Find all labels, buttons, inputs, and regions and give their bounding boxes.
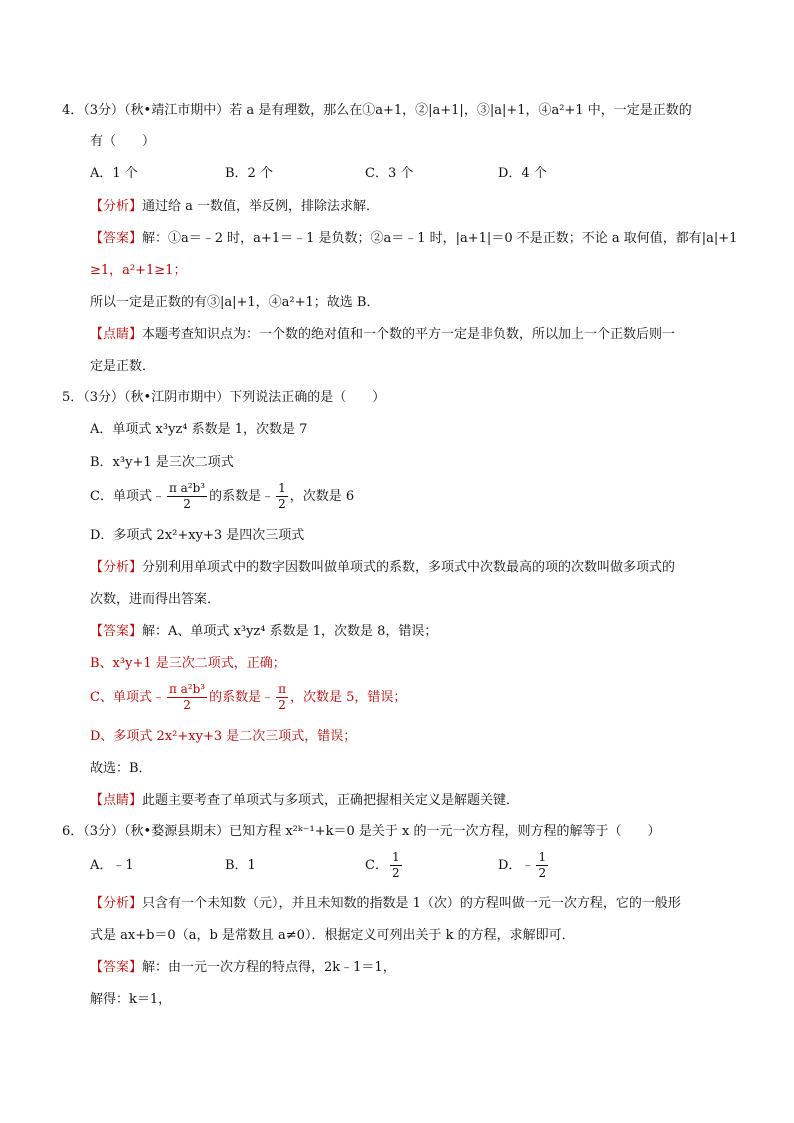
q4-option-d: D．4 个 xyxy=(498,166,547,181)
q4-analysis-label: 【分析】 xyxy=(90,199,143,214)
q5-answer-line3 xyxy=(90,679,406,717)
q6-option-d-denominator: 2 xyxy=(538,866,547,880)
q4-answer-label: 【答案】 xyxy=(90,231,143,246)
q4-comment-label: 【点睛】 xyxy=(90,327,143,342)
q5-option-c-pre: C．单项式﹣ xyxy=(90,489,165,504)
q5-option-c xyxy=(90,478,354,516)
q5-option-c-post: ，次数是 6 xyxy=(289,489,355,504)
q6-answer-line1 xyxy=(90,958,396,978)
q6-option-c-numerator: 1 xyxy=(391,850,400,864)
q6-option-c-fraction xyxy=(390,850,402,881)
q5-answer-line5: 故选：B． xyxy=(90,761,152,776)
q5-option-c-fraction2 xyxy=(276,481,288,512)
q5-option-a: A．单项式 x³yz⁴ 系数是 1，次数是 7 xyxy=(90,422,308,437)
q5-answer-c-pre: C、单项式﹣ xyxy=(90,690,165,705)
q6-analysis-line1 xyxy=(90,894,681,914)
q5-option-c-fraction xyxy=(167,481,207,512)
q4-option-a: A．1 个 xyxy=(90,166,138,181)
q5-answer-c-numerator: π a²b³ xyxy=(168,682,206,696)
q5-option-c-denominator: 2 xyxy=(183,497,191,511)
q4-option-c: C．3 个 xyxy=(365,166,414,181)
q6-analysis-line2: 式是 ax+b＝0（a，b 是常数且 a≠0）．根据定义可列出关于 k 的方程，求解即可． xyxy=(90,928,575,943)
q4-answer-text1: 解：①a＝﹣2 时，a+1＝﹣1 是负数；②a＝﹣1 时，|a+1|＝0 不是正数；不论 a 取何值，都有|a|+1 xyxy=(142,231,738,246)
q5-answer-text1: 解：A、单项式 x³yz⁴ 系数是 1，次数是 8，错误； xyxy=(142,624,438,639)
q5-option-c-numerator2: 1 xyxy=(278,481,286,495)
q6-option-d-fraction xyxy=(536,850,548,881)
q5-comment-text: 此题主要考查了单项式与多项式，正确把握相关定义是解题关键． xyxy=(142,793,520,808)
q5-answer-label: 【答案】 xyxy=(90,624,143,639)
q5-stem: 5．（3分）（秋•江阴市期中）下列说法正确的是（ ） xyxy=(62,390,386,405)
q4-comment-text1: 本题考查知识点为：一个数的绝对值和一个数的平方一定是非负数，所以加上一个正数后则一 xyxy=(142,327,676,342)
q5-answer-c-denominator2: 2 xyxy=(278,698,286,712)
q5-comment xyxy=(90,791,519,811)
q4-answer-line2: ≥1，a²+1≥1； xyxy=(90,263,187,278)
q5-option-c-numerator: π a²b³ xyxy=(168,481,206,495)
q6-stem: 6．（3分）（秋•婺源县期末）已知方程 x²ᵏ⁻¹+k＝0 是关于 x 的一元一次方程，则方程的解等于（ ） xyxy=(62,824,661,839)
q5-analysis-line2: 次数，进而得出答案． xyxy=(90,592,221,607)
q4-analysis xyxy=(90,197,379,217)
q5-answer-c-post: ，次数是 5，错误； xyxy=(290,690,407,705)
q6-answer-text1: 解：由一元一次方程的特点得，2k﹣1＝1， xyxy=(142,960,396,975)
q4-comment-line1 xyxy=(90,325,675,345)
q5-answer-line1 xyxy=(90,622,437,642)
q5-analysis-text1: 分别利用单项式中的数字因数叫做单项式的系数，多项式中次数最高的项的次数叫做多项式的 xyxy=(142,560,676,575)
q6-analysis-label: 【分析】 xyxy=(90,896,143,911)
q4-answer-line1 xyxy=(90,229,737,249)
q4-comment-line2: 定是正数． xyxy=(90,359,156,374)
q5-option-c-mid: 的系数是﹣ xyxy=(209,489,275,504)
q6-answer-label: 【答案】 xyxy=(90,960,143,975)
q6-option-d-numerator: 1 xyxy=(538,850,547,864)
q5-analysis-label: 【分析】 xyxy=(90,560,143,575)
q6-option-c-pre: C． xyxy=(365,858,388,873)
q6-option-a: A．﹣1 xyxy=(90,858,134,873)
q5-answer-c-numerator2: π xyxy=(278,682,287,696)
q5-answer-c-denominator: 2 xyxy=(183,698,191,712)
q4-analysis-text: 通过给 a 一数值，举反例，排除法求解． xyxy=(142,199,380,214)
q5-answer-c-mid: 的系数是﹣ xyxy=(209,690,275,705)
q4-stem-line2: 有（ ） xyxy=(90,134,156,149)
q5-answer-c-fraction xyxy=(167,682,207,713)
q6-analysis-text1: 只含有一个未知数（元），并且未知数的指数是 1（次）的方程叫做一元一次方程，它的一般形 xyxy=(142,896,681,911)
q5-answer-line4: D、多项式 2x²+xy+3 是二次三项式，错误； xyxy=(90,729,357,744)
q4-option-b: B．2 个 xyxy=(225,166,273,181)
q5-comment-label: 【点睛】 xyxy=(90,793,143,808)
q6-option-d xyxy=(498,847,550,885)
q4-stem-line1: 4．（3分）（秋•靖江市期中）若 a 是有理数，那么在①a+1，②|a+1|，③|a|+1，④a²+1 中，一定是正数的 xyxy=(62,103,692,118)
q6-answer-line2: 解得：k＝1， xyxy=(90,992,172,1007)
q5-answer-line2: B、x³y+1 是三次二项式，正确； xyxy=(90,656,286,671)
q6-option-b: B．1 xyxy=(225,858,256,873)
q5-option-c-denominator2: 2 xyxy=(278,497,286,511)
q4-answer-line3: 所以一定是正数的有③|a|+1，④a²+1；故选 B． xyxy=(90,295,380,310)
q5-option-d: D．多项式 2x²+xy+3 是四次三项式 xyxy=(90,528,305,543)
q5-option-b: B．x³y+1 是三次二项式 xyxy=(90,455,234,470)
q6-option-d-pre: D．﹣ xyxy=(498,858,535,873)
q6-option-c xyxy=(365,847,404,885)
q5-answer-c-fraction2 xyxy=(276,682,288,713)
q6-option-c-denominator: 2 xyxy=(391,866,400,880)
q5-analysis-line1 xyxy=(90,558,675,578)
